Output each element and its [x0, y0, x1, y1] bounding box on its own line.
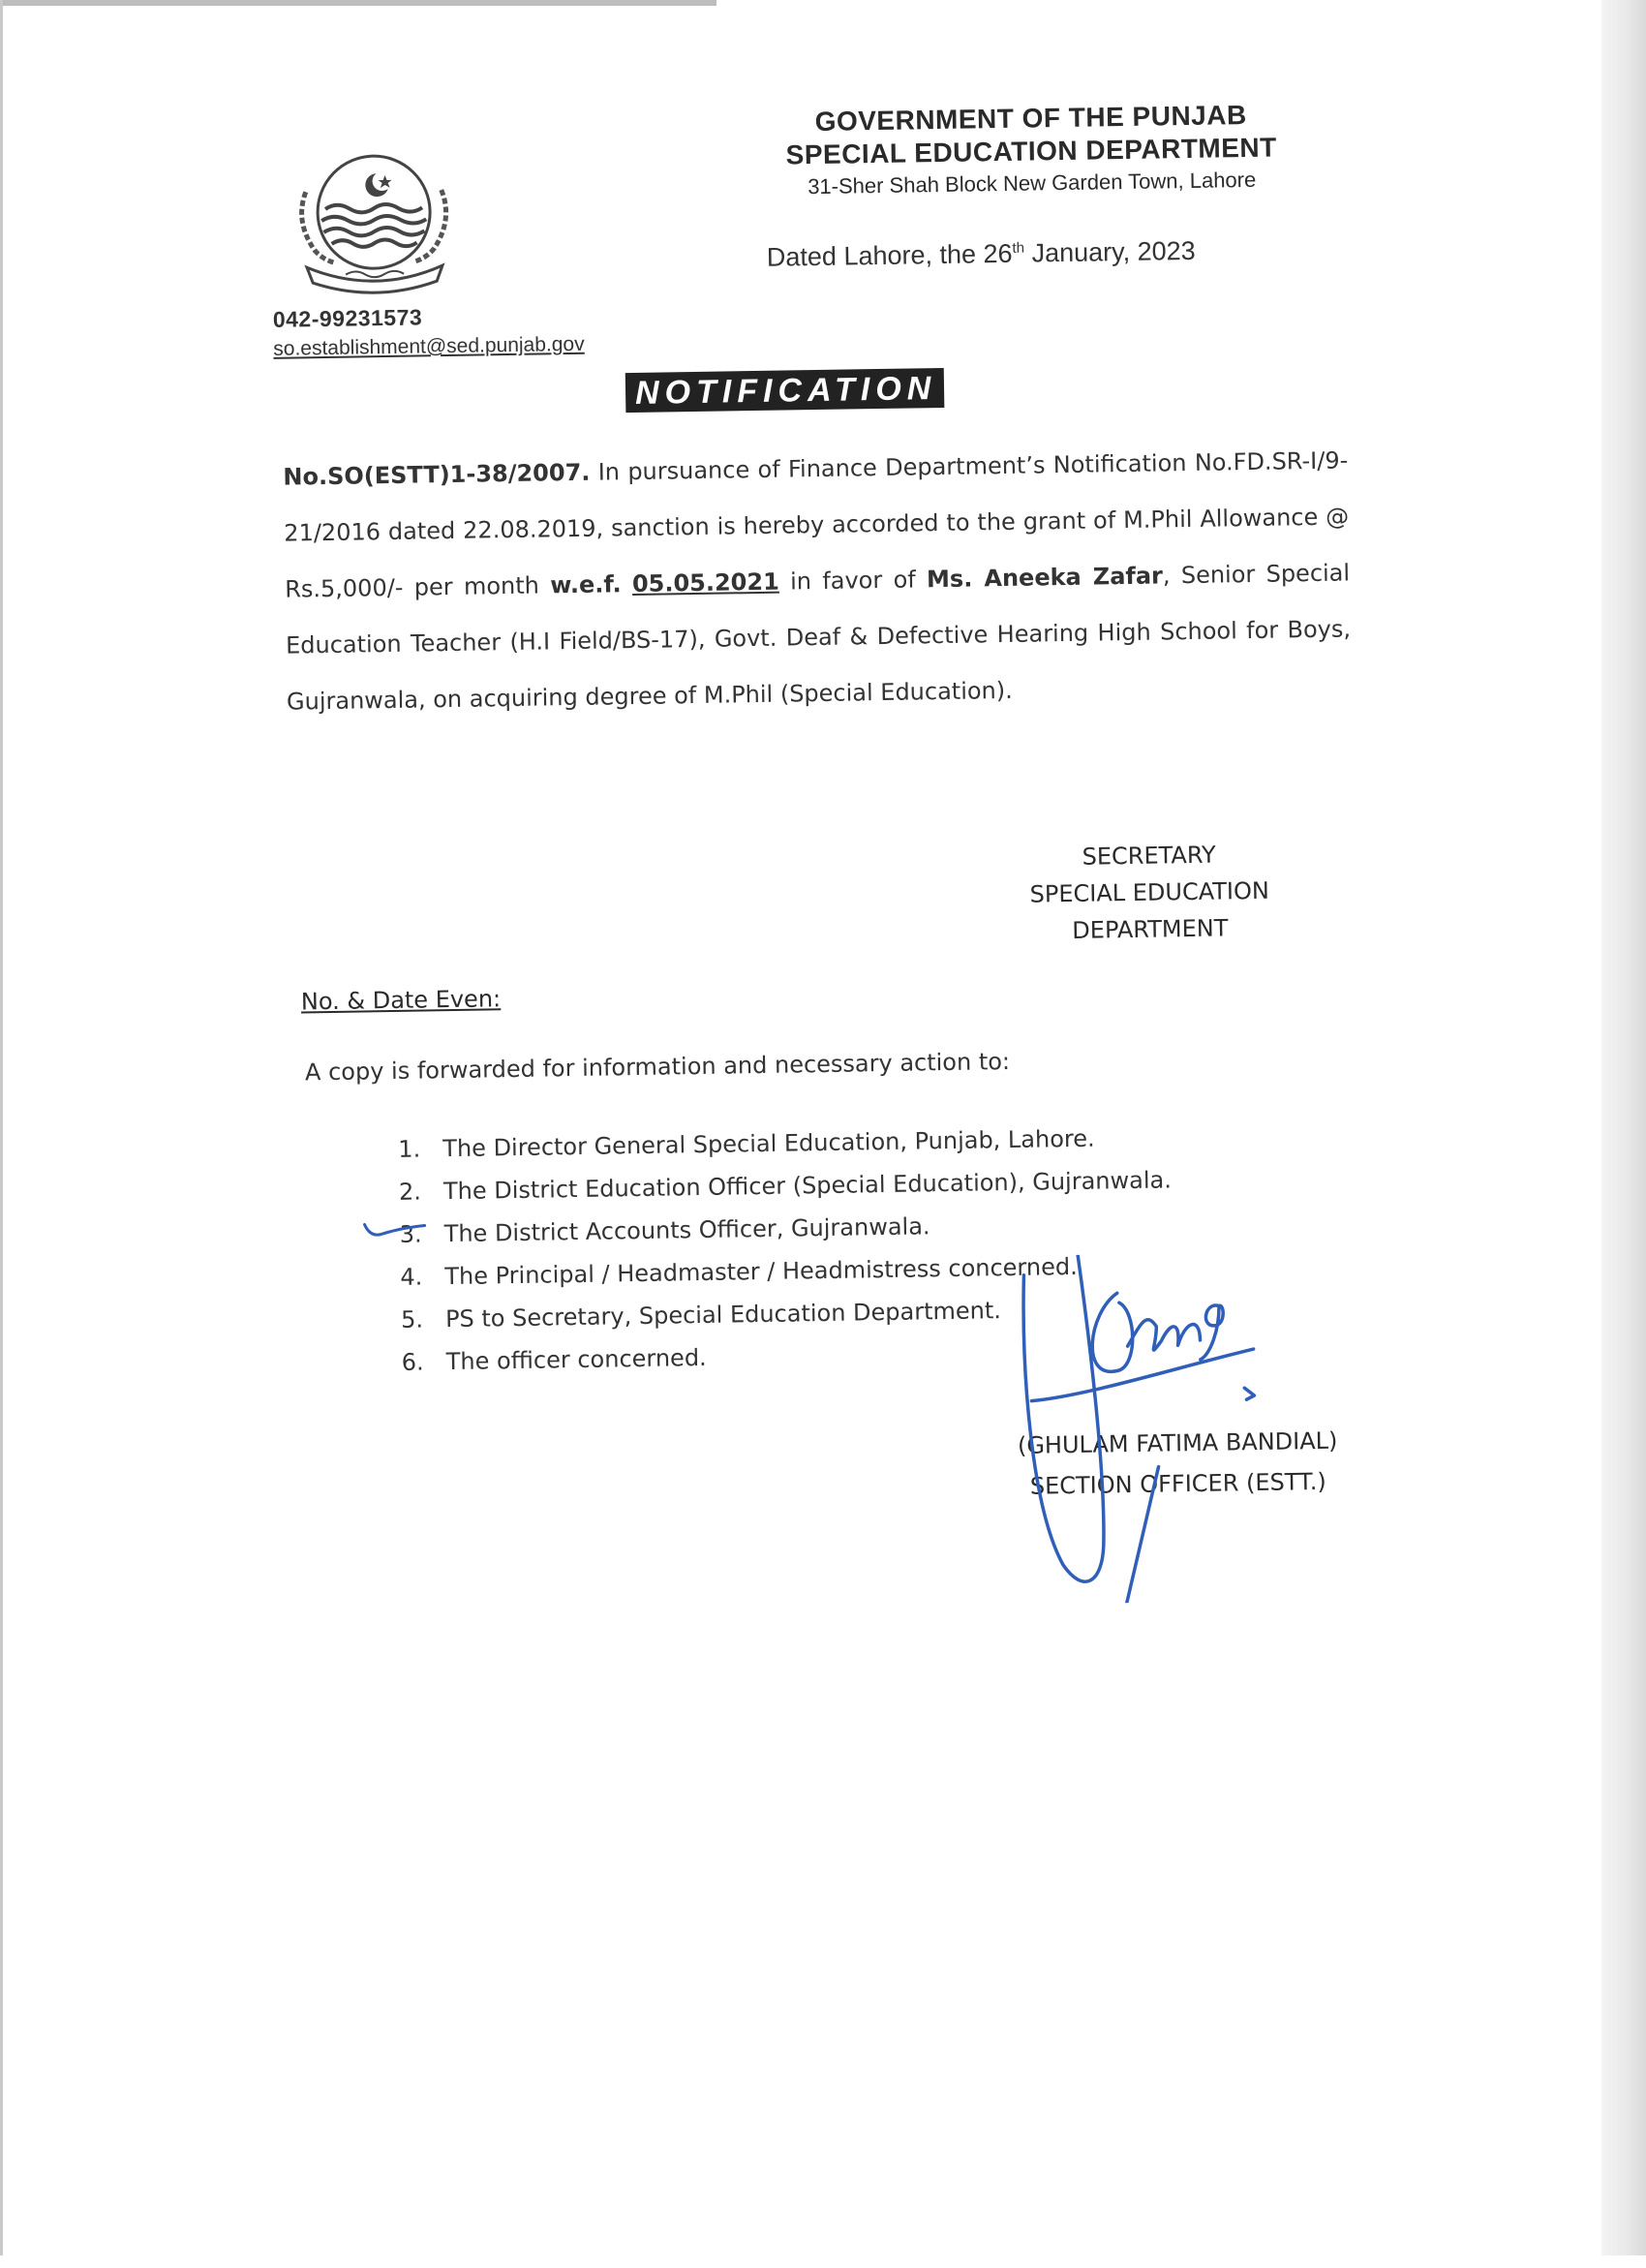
list-item-text: The Principal / Headmaster / Headmistress concerned.	[444, 1252, 1078, 1291]
body-text-1: In pursuance of Finance Department’s Notification No.FD.SR-I/9-21/2016 dated 22.08.2019, sanction is hereby accorded to the grant of M.Phil Allowance @ Rs.5,000/- per month	[284, 446, 1350, 603]
punjab-emblem-icon	[276, 151, 472, 299]
date-line	[767, 236, 1196, 273]
date-suffix: January, 2023	[1023, 235, 1196, 268]
department-name: SPECIAL EDUCATION DEPARTMENT	[785, 132, 1277, 170]
list-item-text: The Director General Special Education, Punjab, Lahore.	[442, 1124, 1095, 1163]
list-item-number: 4.	[400, 1263, 423, 1291]
effective-date: 05.05.2021	[631, 567, 779, 598]
body-text-2: in favor of	[778, 566, 928, 596]
letterhead	[720, 98, 1341, 200]
secretary-block	[964, 835, 1334, 951]
list-item-number: 2.	[398, 1178, 422, 1206]
date-ordinal: th	[1012, 239, 1025, 257]
notification-body	[283, 432, 1352, 729]
list-item-number: 5.	[400, 1305, 424, 1333]
date-prefix: Dated Lahore, the 26	[766, 238, 1013, 272]
reference-number: No.SO(ESTT)1-38/2007.	[283, 458, 591, 491]
list-item-text: The officer concerned.	[445, 1343, 707, 1376]
beneficiary-name: Ms. Aneeka Zafar	[926, 562, 1164, 594]
copy-heading: No. & Date Even:	[300, 985, 502, 1016]
list-item-number: 3.	[399, 1220, 422, 1248]
list-item-text: The District Accounts Officer, Gujranwala.	[443, 1212, 930, 1248]
secretary-dept-line1: SPECIAL EDUCATION	[1029, 876, 1270, 908]
email-address: so.establishment@sed.punjab.gov	[273, 332, 585, 360]
signatory-designation: SECTION OFFICER (ESTT.)	[1029, 1467, 1327, 1500]
copy-intro: A copy is forwarded for information and necessary action to:	[304, 1047, 1011, 1087]
signatory-name: (GHULAM FATIMA BANDIAL)	[1017, 1426, 1338, 1459]
list-item-number: 1.	[398, 1135, 421, 1163]
wef-label: w.e.f.	[550, 570, 622, 599]
government-name: GOVERNMENT OF THE PUNJAB	[814, 100, 1247, 138]
list-item-text: PS to Secretary, Special Education Department.	[444, 1297, 1002, 1333]
notification-title: NOTIFICATION	[625, 368, 945, 413]
secretary-dept-line2: DEPARTMENT	[1072, 914, 1229, 944]
department-address: 31-Sher Shah Block New Garden Town, Lahore	[808, 167, 1257, 199]
list-item-text: The District Education Officer (Special Education), Gujranwala.	[442, 1166, 1173, 1206]
body-text-3: , Senior Special Education Teacher (H.I Field/BS-17), Govt. Deaf & Defective Hearing High School for Boys, Gujranwala, on acquiring degree of M.Phil (Special Education).	[285, 559, 1352, 716]
check-mark-icon	[360, 1211, 428, 1241]
secretary-title: SECRETARY	[1082, 841, 1216, 871]
handwritten-signature-icon	[1010, 1251, 1306, 1605]
list-item-number: 6.	[401, 1348, 424, 1376]
phone-number: 042-99231573	[272, 304, 423, 332]
